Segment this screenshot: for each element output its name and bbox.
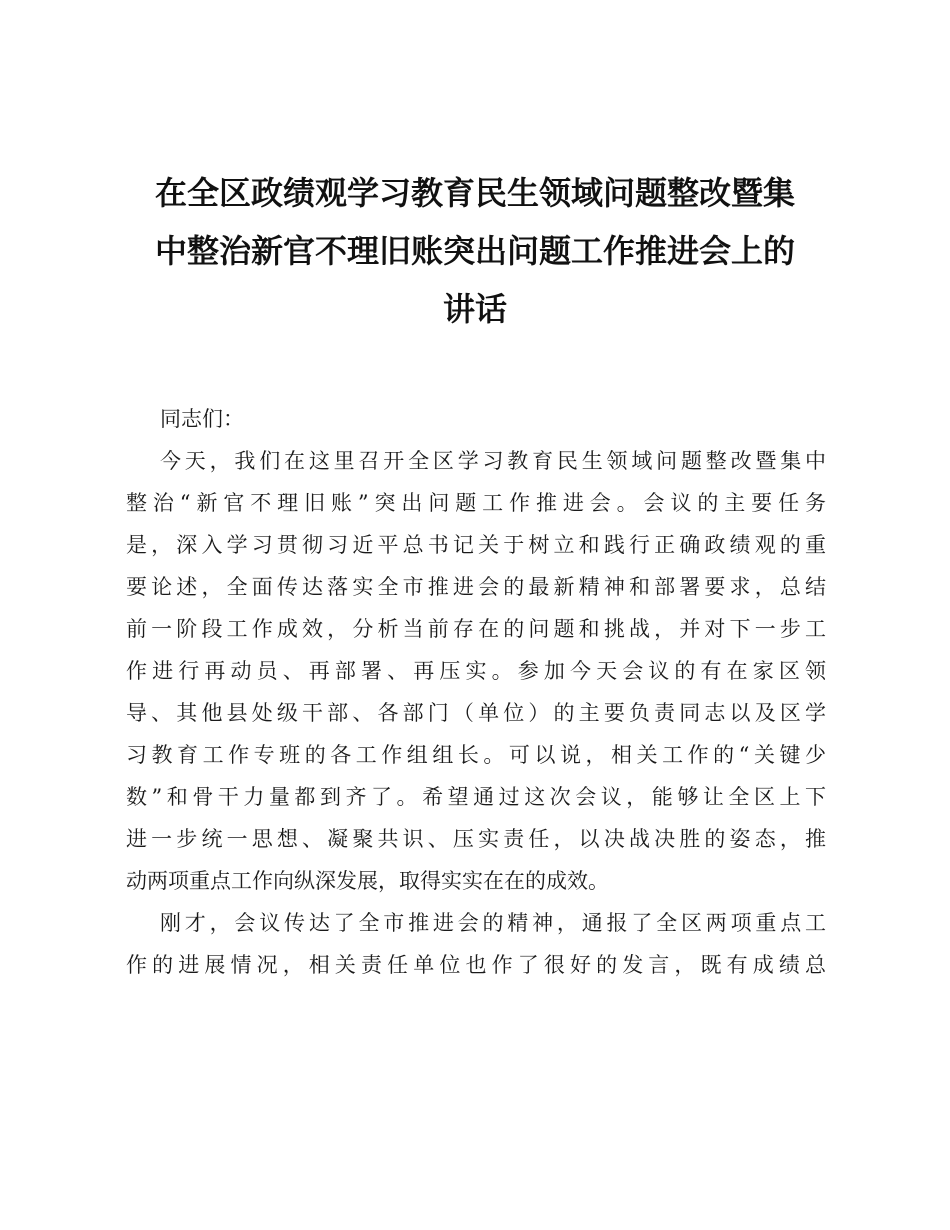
paragraph-line: 刚才，会议传达了全市推进会的精神，通报了全区两项重点工: [160, 911, 826, 935]
paragraph-line: 要论述，全面传达落实全市推进会的最新精神和部署要求，总结: [126, 575, 826, 599]
title-line: 在全区政绩观学习教育民生领域问题整改暨集: [154, 174, 795, 212]
paragraph-opening: [126, 440, 826, 902]
paragraph-line: 是，深入学习贯彻习近平总书记关于树立和践行正确政绩观的重: [126, 533, 826, 557]
paragraph-second: [126, 902, 826, 986]
salutation: [126, 398, 826, 440]
paragraph-line: 数”和骨干力量都到齐了。希望通过这次会议，能够让全区上下: [126, 785, 826, 809]
paragraph-line: 今天，我们在这里召开全区学习教育民生领域问题整改暨集中: [160, 449, 826, 473]
paragraph-line: 前一阶段工作成效，分析当前存在的问题和挑战，并对下一步工: [126, 617, 826, 641]
paragraph-line: 作的进展情况，相关责任单位也作了很好的发言，既有成绩总: [126, 953, 826, 977]
paragraph-line: 整治“新官不理旧账”突出问题工作推进会。会议的主要任务: [126, 491, 826, 515]
document-body: [126, 398, 826, 986]
title-line: 讲话: [442, 290, 507, 328]
paragraph-line: 动两项重点工作向纵深发展，取得实实在在的成效。: [126, 869, 609, 893]
paragraph-line: 作进行再动员、再部署、再压实。参加今天会议的有在家区领: [126, 659, 826, 683]
paragraph-line: 导、其他县处级干部、各部门（单位）的主要负责同志以及区学: [126, 701, 826, 725]
paragraph-line: 习教育工作专班的各工作组组长。可以说，相关工作的“关键少: [126, 743, 826, 767]
title-line: 中整治新官不理旧账突出问题工作推进会上的: [154, 232, 795, 270]
document-title: [125, 164, 825, 338]
salutation-text: 同志们：: [160, 407, 244, 431]
paragraph-line: 进一步统一思想、凝聚共识、压实责任，以决战决胜的姿态，推: [126, 827, 826, 851]
